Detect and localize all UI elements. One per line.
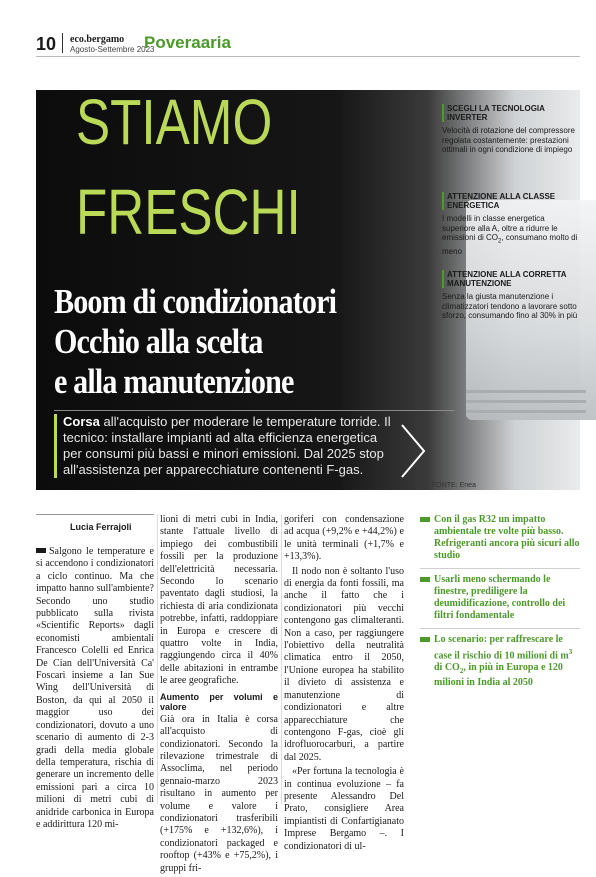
- headline-line1: STIAMO: [76, 86, 273, 158]
- publication-name: eco.bergamo: [70, 34, 125, 45]
- column-divider: [157, 514, 158, 804]
- paragraph: goriferi con condensazione ad acqua (+9,2% e +44,2%) e le unità terminali (+1,7% e +13,3%).: [284, 514, 404, 563]
- article-column-2: [160, 514, 278, 877]
- paragraph: [36, 546, 154, 831]
- article-subhead: Aumento per volumi e valore: [160, 691, 278, 712]
- header-divider: [62, 33, 63, 53]
- tip-body: Velocità di rotazione del compressore regolata costantemente: prestazioni ottimali in ogni condizione di impiego: [442, 126, 575, 154]
- tip-body: Senza la giusta manutenzione i climatizzatori tendono a lavorare sotto sforzo, consumando fino al 30% in più: [442, 292, 578, 320]
- tip-heading: ATTENZIONE ALLA CORRETTA MANUTENZIONE: [442, 270, 578, 288]
- key-point-text: Lo scenario: per raffrescare le case il rischio di 10 milioni di m: [434, 634, 569, 662]
- issue-date: Agosto-Settembre 2023: [70, 45, 155, 54]
- lead-bold: Corsa: [63, 414, 100, 429]
- header-rule: [36, 56, 580, 57]
- page-number: 10: [36, 34, 57, 54]
- key-points: [420, 514, 580, 695]
- paragraph: «Per fortuna la tecnologia è in continua evoluzione – fa presente Alessandro Del Prato, consigliere Area impiantisti di Confartigianato Imprese Bergamo –. I condizionatori di ul-: [284, 766, 404, 852]
- key-point: [420, 634, 580, 689]
- paragraph: lioni di metri cubi in India, stante l'attuale livello di impiego dei combustibili fossili per la produzione dell'elettricità necessaria. Secondo lo scenario paventato dagli studiosi, la richiesta di aria condizionata potrebbe, infatti, raddoppiare in Europa e crescere di quattro volte in India, raggiungendo circa il 40% delle abitazioni in entrambe le aree geografiche.: [160, 514, 278, 687]
- author-rule: [36, 514, 154, 515]
- key-point-superscript: 3: [568, 648, 573, 656]
- key-point-text: Con il gas R32 un impatto ambientale tre volte più basso. Refrigeranti ancora più sicuri allo studio: [434, 514, 580, 561]
- photo-credit: FONTE: Enea: [432, 482, 476, 489]
- paragraph-text: Salgono le temperature e si accendono i condizionatori a ciclo continuo. Ma che impatto hanno sull'ambiente? Secondo uno studio pubblicato sulla rivista «Scientific Reports» dagli economisti ambientali Francesco Colelli ed Enrica De Cian dell'Università Ca' Foscari insieme a Ian Sue Wing dell'Università di Boston, da qui al 2050 il maggior uso dei condizionatori, dovuto a uno scenario di aumento di 2-3 gradi della media globale della temperatura, rischia di generare un incremento delle emissioni pari a circa 10 milioni di metri cubi di anidride carbonica in Europa e addirittura 120 mi-: [36, 546, 154, 830]
- lead-paragraph: [54, 414, 399, 478]
- air-conditioner-vent: [466, 410, 586, 413]
- headline-line2: FRESCHI: [76, 176, 301, 248]
- key-point-text: Usarli meno schermando le finestre, prediligere la deumidificazione, controllo dei filtri fondamentale: [434, 574, 566, 621]
- hero-divider: [54, 410, 454, 411]
- bullet-icon: [420, 577, 430, 582]
- subheadline-line1: Boom di condizionatori: [54, 282, 337, 321]
- key-point-text-mid: di CO: [434, 662, 460, 674]
- tip-body-subscript: 2: [498, 238, 502, 245]
- tip-energy-class: [442, 192, 578, 257]
- tip-inverter: [442, 104, 578, 155]
- article-column-1: [36, 546, 154, 833]
- section-title: [144, 33, 231, 53]
- author-byline: Lucia Ferrajoli: [70, 522, 132, 532]
- key-point-divider: [420, 568, 580, 569]
- paragraph: Già ora in Italia è corsa all'acquisto di condizionatori. Secondo la rilevazione trimestrale di Assoclima, nel periodo gennaio-marzo 2023 risultano in aumento per volume e valore i condizionatori trasferibili (+175% e +132,6%), i condizionatori packaged e rooftop (+43% e +75,2%), i gruppi fri-: [160, 713, 278, 874]
- section-title-part2: aria: [200, 33, 231, 52]
- tip-heading: SCEGLI LA TECNOLOGIA INVERTER: [442, 104, 578, 122]
- subheadline-line3: e alla manutenzione: [54, 362, 294, 401]
- bullet-icon: [420, 637, 430, 642]
- chevron-right-icon: [398, 421, 428, 481]
- lead-text: all'acquisto per moderare le temperature torride. Il tecnico: installare impianti ad alta efficienza energetica per consumi più bassi e minori emissioni. Dal 2025 stop all'assistenza per apparecchiature contenenti F-gas.: [63, 414, 391, 477]
- key-point-text-end: , in più in Europa e 120 milioni in India al 2050: [434, 662, 563, 689]
- air-conditioner-vent: [466, 400, 586, 403]
- air-conditioner-vent: [466, 390, 586, 393]
- key-point-subscript: 2: [459, 667, 464, 676]
- subheadline-line2: Occhio alla scelta: [54, 322, 263, 361]
- tip-body: [442, 214, 578, 257]
- tip-body-text: I modelli in classe energetica superiore alla A, oltre a ridurre le emissioni di CO: [442, 214, 558, 242]
- paragraph-marker-icon: [36, 548, 46, 553]
- section-title-part1: Povera: [144, 33, 201, 52]
- bullet-icon: [420, 517, 430, 522]
- article-column-3: [284, 514, 404, 855]
- tip-maintenance: [442, 270, 578, 321]
- paragraph: Il nodo non è soltanto l'uso di energia da fonti fossili, ma anche il fatto che i condizionatori più vecchi contengono gas climalteranti. Non a caso, per raggiungere l'obiettivo della neutralità climatica entro il 2050, l'Unione europea ha stabilito il divieto di assistenza e manutenzione di condizionatori e altre apparecchiature che contengono F-gas, cioè gli idrofluorocarburi, a partire dal 2025.: [284, 565, 404, 763]
- key-point: [420, 514, 580, 562]
- tip-body-text-end: , consumano molto di meno: [442, 233, 578, 257]
- page-header: [0, 0, 580, 56]
- key-point: [420, 574, 580, 622]
- tip-heading: ATTENZIONE ALLA CLASSE ENERGETICA: [442, 192, 578, 210]
- key-point-divider: [420, 628, 580, 629]
- column-divider: [281, 514, 282, 804]
